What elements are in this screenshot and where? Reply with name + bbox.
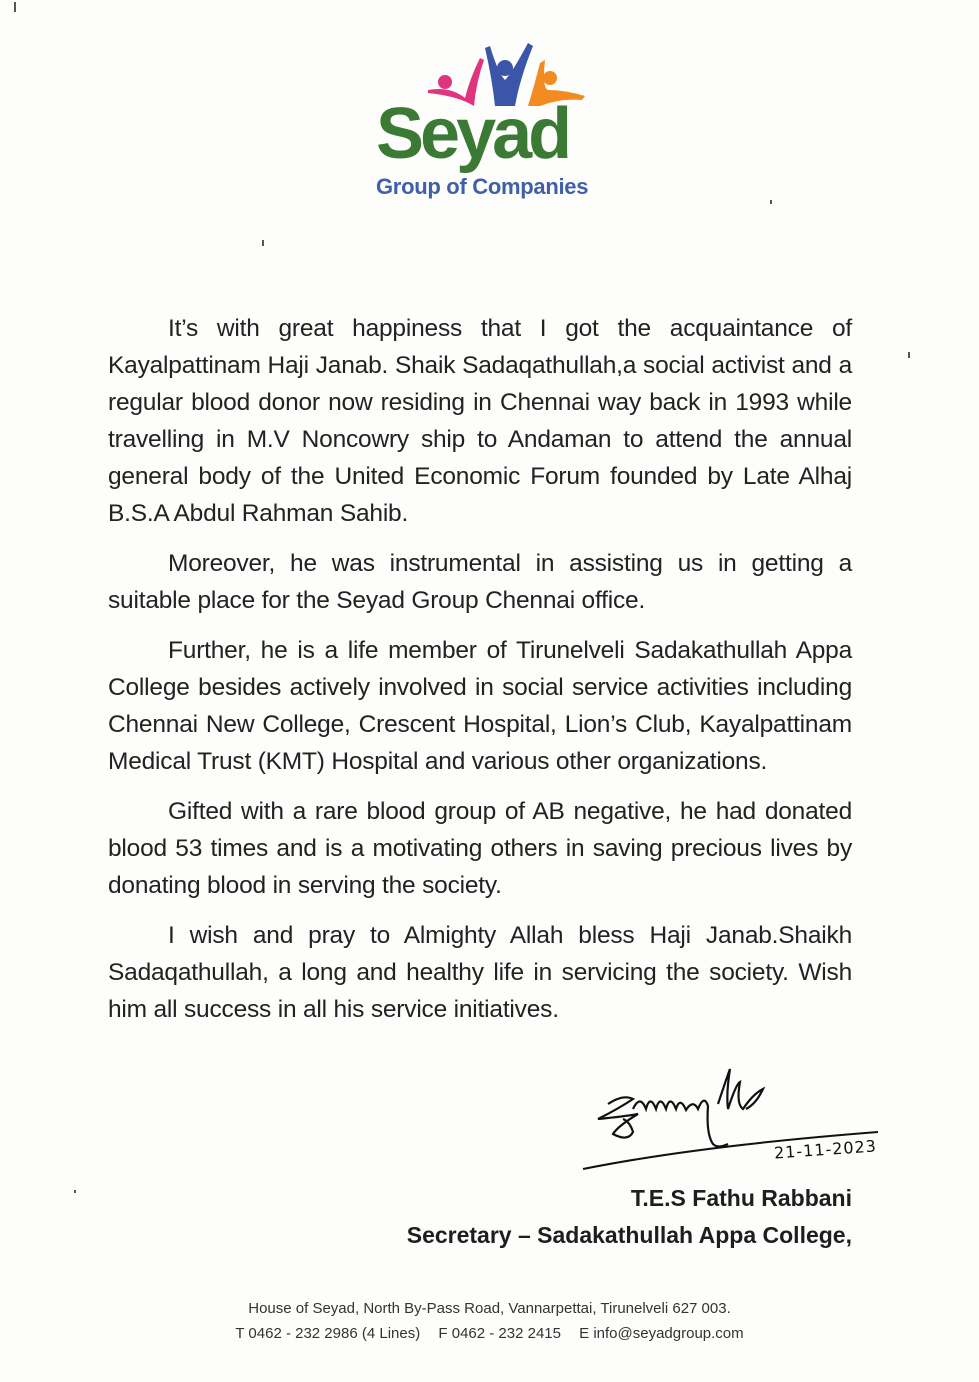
letter-paragraph: I wish and pray to Almighty Allah bless Haji Janab.Shaikh Sadaqathullah, a long and healthy life in servicing the society. Wish him all success in all his service initiatives. [108,922,852,1023]
logo-brand-text: Seyad [376,94,569,174]
letter-paragraph: Moreover, he was instrumental in assisting us in getting a suitable place for the Seyad Group Chennai office. [108,550,852,614]
footer-fax: F 0462 - 232 2415 [438,1325,561,1342]
company-logo [370,40,630,205]
footer-contacts [0,1321,979,1346]
letter-paragraph: It’s with great happiness that I got the acquaintance of Kayalpattinam Haji Janab. Shaik Sadaqathullah,a social activist and a regular blood donor now residing in Chennai way back in 1993 while travelling in M.V Noncowry ship to Andaman to attend the annual general body of the United Economic Forum founded by Late Alhaj B.S.A Abdul Rahman Sahib. [108,315,852,527]
scan-mark [74,1190,76,1193]
footer-phone: T 0462 - 232 2986 (4 Lines) [235,1325,421,1342]
letter-body [108,310,852,1041]
signatory-title: Secretary – Sadakathullah Appa College, [406,1222,852,1248]
scan-mark [770,200,772,204]
signatory-block [407,1180,852,1254]
logo-tagline: Group of Companies [376,174,589,199]
scan-mark [908,352,910,358]
signatory-name: T.E.S Fathu Rabbani [630,1185,852,1211]
letterhead-footer [0,1296,979,1346]
letter-paragraph: Gifted with a rare blood group of AB negative, he had donated blood 53 times and is a motivating others in saving precious lives by donating blood in serving the society. [108,798,852,899]
pink-figure-head [438,75,452,89]
orange-figure-head [543,71,557,85]
scan-mark [262,240,264,246]
scan-mark [14,2,16,12]
signature-date: 21-11-2023 [773,1136,878,1163]
footer-email[interactable]: E info@seyadgroup.com [579,1325,744,1342]
footer-address: House of Seyad, North By-Pass Road, Vannarpettai, Tirunelveli 627 003. [248,1300,731,1317]
letter-paragraph: Further, he is a life member of Tirunelveli Sadakathullah Appa College besides actively involved in social service activities including Chennai New College, Crescent Hospital, Lion’s Club, Kayalpattinam Medical Trust (KMT) Hospital and various other organizations. [108,637,852,775]
